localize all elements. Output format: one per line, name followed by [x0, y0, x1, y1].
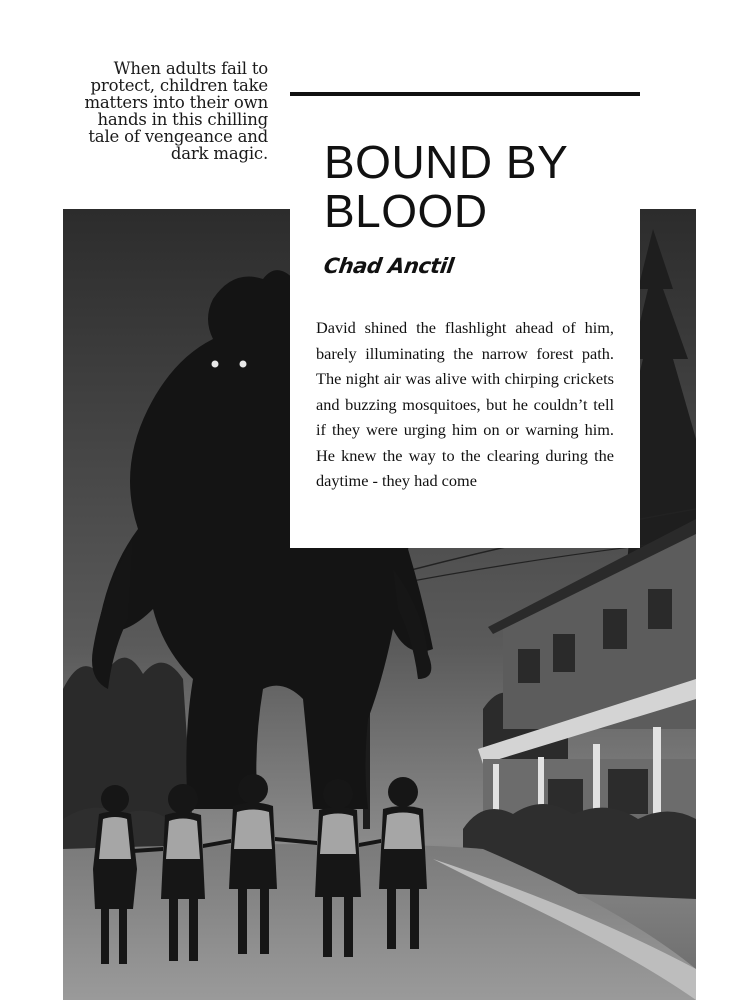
story-excerpt: David shined the flashlight ahead of him, barely illuminating the narrow forest path. The night air was alive with chirping crickets and buzzing mosquitoes, but he couldn’t tell if they were urging him on or warning him. He knew the way to the clearing during the daytime - they had come: [316, 318, 614, 490]
book-title: [324, 138, 624, 236]
book-title-line-1: BOUND BY: [324, 136, 569, 188]
author-name: Chad Anctil: [322, 254, 456, 278]
tagline: When adults fail to protect, children take matters into their own hands in this chilling tale of vengeance and dark magic.: [84, 59, 268, 163]
book-title-line-2: BLOOD: [324, 185, 488, 237]
monster-eye-left: [212, 361, 219, 368]
title-card: [290, 120, 640, 548]
top-divider: [290, 92, 640, 96]
monster-eye-right: [240, 361, 247, 368]
